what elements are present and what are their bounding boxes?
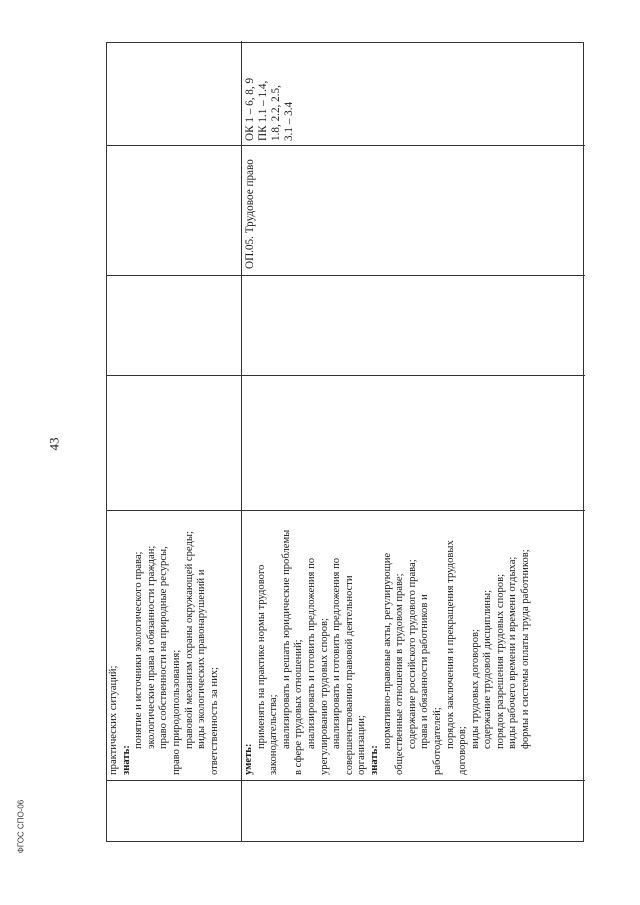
text-line: содержание российского трудового права;	[406, 559, 418, 749]
column-divider	[107, 780, 585, 781]
text-line: правовой механизм охраны окружающей среды;	[183, 531, 195, 749]
text-line: порядок разрешения трудовых споров;	[494, 573, 506, 749]
text-line: урегулированию трудовых споров;	[318, 618, 330, 775]
text-line: законодательства;	[268, 694, 280, 775]
text-line: работодателей;	[431, 707, 443, 775]
text-line: виды трудовых договоров;	[469, 629, 481, 749]
labor-law-skills-text	[243, 530, 533, 775]
text-line: виды экологических правонарушений и	[196, 569, 208, 749]
text-line: общественные отношения в трудовом праве;	[394, 573, 406, 775]
column-divider	[107, 510, 585, 511]
text-line: ответственность за них;	[208, 667, 220, 775]
text-line: содержание трудовой дисциплины;	[482, 589, 494, 749]
text-line: порядок заключения и прекращения трудовых	[444, 540, 456, 749]
competency-line: 1.8, 2.2, 2.5,	[270, 85, 282, 141]
text-line: практических ситуаций;	[108, 665, 119, 775]
text-line: виды рабочего времени и времени отдыха;	[507, 556, 519, 749]
text-line: анализировать и готовить предложения по	[305, 557, 317, 749]
competency-line: ПК 1.1 – 1.4,	[257, 80, 269, 141]
text-line: право природопользования;	[170, 649, 182, 775]
competency-line: ОК 1 – 6, 8, 9	[244, 77, 256, 141]
competency-line: 3.1 – 3.4	[283, 101, 295, 141]
column-divider	[107, 275, 585, 276]
rotated-page	[106, 42, 584, 842]
text-line: знать:	[120, 745, 132, 775]
competency-codes	[244, 78, 296, 141]
text-line: уметь:	[243, 743, 254, 775]
text-line: права и обязанности работников и	[419, 594, 431, 749]
text-line: анализировать и готовить предложения по	[331, 557, 343, 749]
column-divider	[107, 375, 585, 376]
text-line: право собственности на природные ресурсы,	[158, 546, 170, 749]
text-line: знать:	[368, 745, 380, 775]
footer-code: ФГОС СПО-06	[16, 799, 26, 854]
text-line: формы и системы оплаты труда работников;	[520, 549, 532, 749]
text-line: применять на практике нормы трудового	[255, 564, 267, 749]
discipline-name: ОП.05. Трудовое право	[244, 159, 256, 269]
text-line: совершенствованию правовой деятельности	[343, 575, 355, 775]
row-divider	[241, 41, 242, 841]
text-line: организации;	[356, 715, 368, 775]
text-line: нормативно-правовые акты, регулирующие	[381, 552, 393, 749]
page-number: 43	[46, 437, 62, 451]
column-divider	[107, 145, 585, 146]
text-line: в сфере трудовых отношений;	[293, 639, 305, 775]
curriculum-table	[106, 42, 584, 842]
text-line: понятие и источники экологического права;	[133, 551, 145, 749]
text-line: анализировать и решать юридические проблемы	[280, 529, 292, 749]
ecology-law-knowledge-text	[108, 531, 221, 775]
text-line: экологические права и обязанности граждан;	[145, 545, 157, 749]
text-line: договоров;	[457, 726, 469, 775]
